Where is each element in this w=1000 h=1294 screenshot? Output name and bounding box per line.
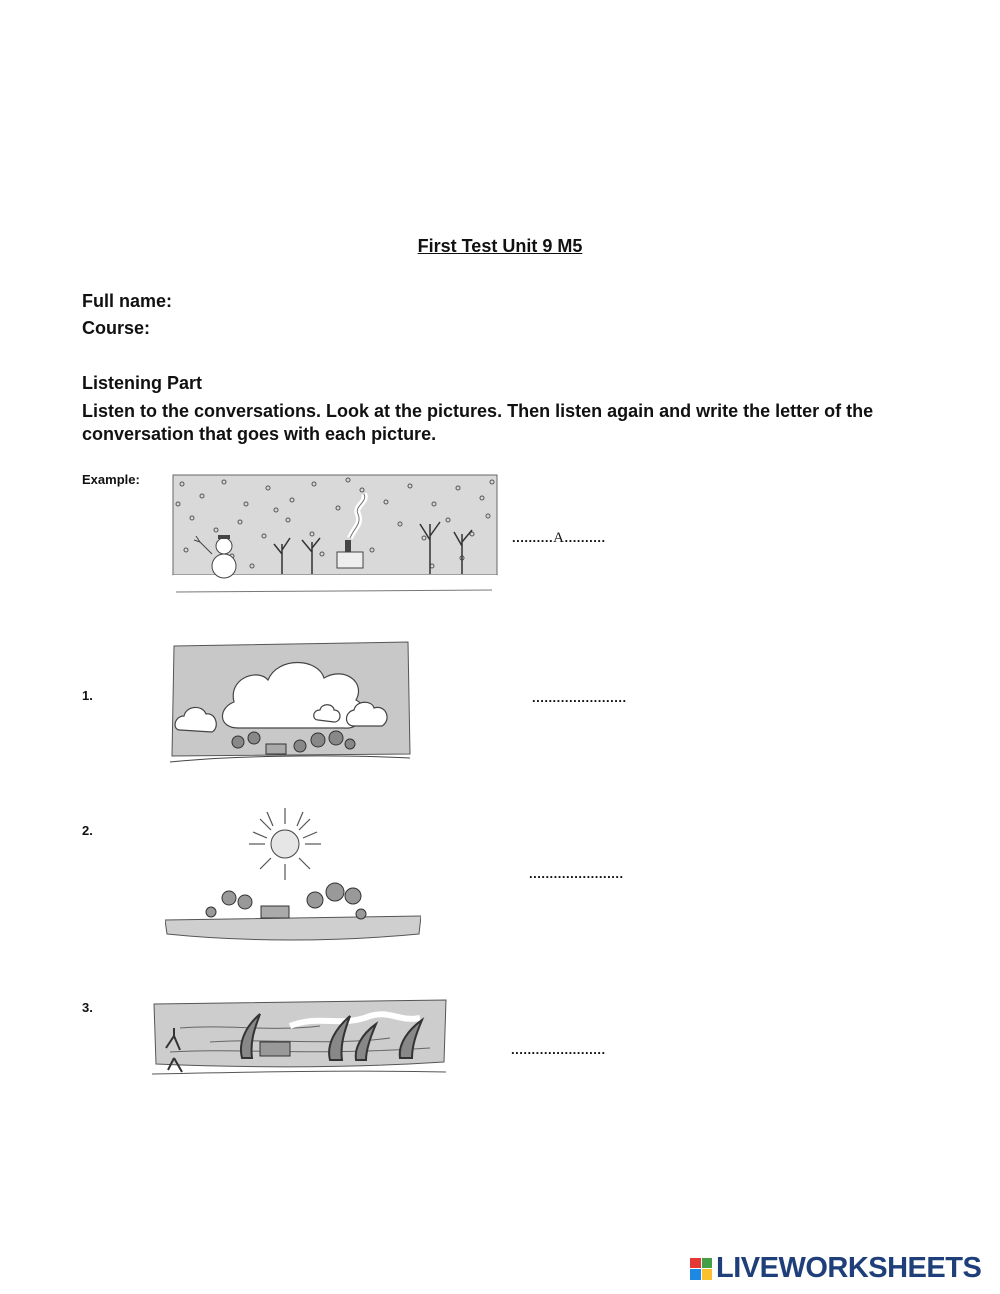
snow-picture <box>172 474 498 602</box>
item-number: 2. <box>82 823 93 838</box>
logo-mark-icon <box>690 1258 712 1280</box>
item-blank[interactable]: ....................... <box>532 690 627 705</box>
item-blank[interactable]: ....................... <box>511 1042 606 1057</box>
section-heading: Listening Part <box>82 373 203 393</box>
logo-text: LIVEWORKSHEETS <box>716 1252 982 1284</box>
example-blank-right: .......... <box>564 530 606 545</box>
item-blank[interactable]: ....................... <box>529 866 624 881</box>
example-answer <box>512 530 606 547</box>
course-label: Course: <box>82 318 151 338</box>
page-title: First Test Unit 9 M5 <box>417 236 583 256</box>
item-number: 3. <box>82 1000 93 1015</box>
cloudy-picture <box>168 638 412 768</box>
example-answer-value: A <box>553 530 565 546</box>
windy-picture <box>150 998 448 1080</box>
liveworksheets-logo[interactable] <box>690 1252 981 1285</box>
instructions: Listen to the conversations. Look at the pictures. Then listen again and write the letter of the conversation that goes with each picture. <box>82 401 874 444</box>
full-name-label: Full name: <box>82 291 173 311</box>
item-number: 1. <box>82 688 93 703</box>
example-label: Example: <box>82 472 140 487</box>
example-blank-left: .......... <box>512 530 554 545</box>
sunny-picture <box>165 804 421 944</box>
